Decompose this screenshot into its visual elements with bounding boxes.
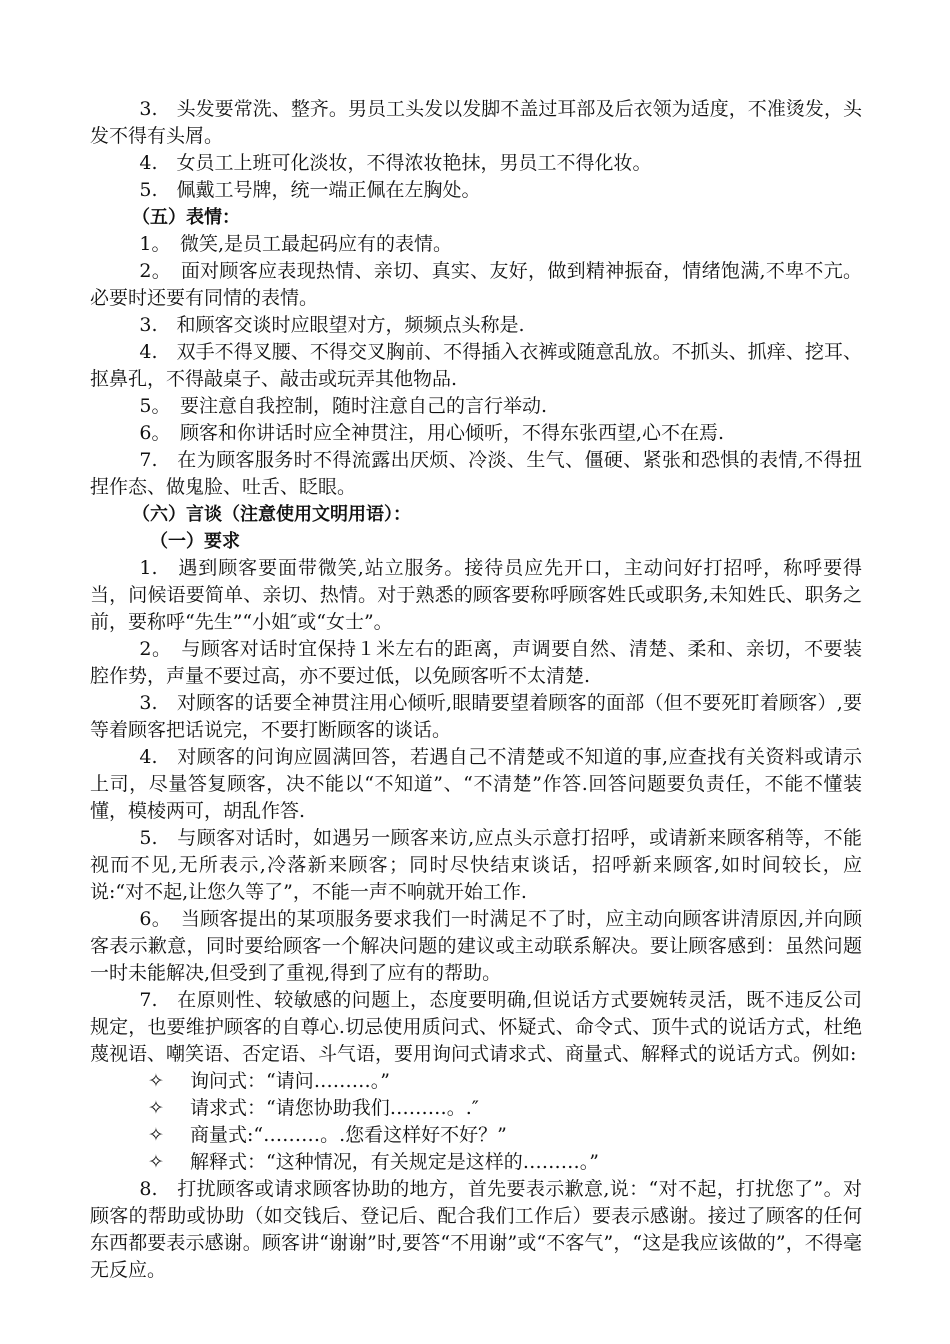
paragraph: 6。 顾客和你讲话时应全神贯注，用心倾听，不得东张西望,心不在焉. — [139, 422, 725, 444]
sparkle-bullet-icon: ✧ — [148, 1097, 164, 1119]
section-heading: （六）言谈（注意使用文明用语）： — [132, 504, 411, 525]
paragraph: 3. 头发要常洗、整齐。男员工头发以发脚不盖过耳部及后衣领为适度，不准烫发，头发不得有头屑。 — [90, 98, 862, 147]
bullet-item — [90, 1149, 862, 1176]
paragraph: 2。 面对顾客应表现热情、亲切、真实、友好，做到精神振奋，情绪饱满,不卑不亢。必要时还要有同情的表情。 — [90, 260, 862, 309]
bullet-item — [90, 1068, 862, 1095]
paragraph: 3. 对顾客的话要全神贯注用心倾听,眼睛要望着顾客的面部（但不要死盯着顾客）,要等着顾客把话说完，不要打断顾客的谈话。 — [90, 692, 862, 741]
paragraph: 5。 要注意自我控制，随时注意自己的言行举动. — [139, 395, 548, 417]
paragraph: 2。 与顾客对话时宜保持１米左右的距离，声调要自然、清楚、柔和、亲切，不要装腔作势，声量不要过高，亦不要过低，以免顾客听不太清楚. — [90, 638, 862, 687]
bullet-item — [90, 1122, 862, 1149]
paragraph: 1。 微笑,是员工最起码应有的表情。 — [139, 233, 453, 255]
sparkle-bullet-icon: ✧ — [148, 1124, 164, 1146]
paragraph: 4. 双手不得叉腰、不得交叉胸前、不得插入衣裤或随意乱放。不抓头、抓痒、挖耳、抠鼻孔，不得敲桌子、敲击或玩弄其他物品. — [90, 341, 862, 390]
bullet-item — [90, 1095, 862, 1122]
paragraph: 8. 打扰顾客或请求顾客协助的地方，首先要表示歉意,说：“对不起，打扰您了”。对顾客的帮助或协助（如交钱后、登记后、配合我们工作后）要表示感谢。接过了顾客的任何东西都要表示感谢。顾客讲“谢谢”时,要答“不用谢”或“不客气”，“这是我应该做的”，不得毫无反应。 — [90, 1178, 862, 1281]
bullet-text: 请求式：“请您协助我们………。.″ — [190, 1097, 479, 1119]
sparkle-bullet-icon: ✧ — [148, 1070, 164, 1092]
subsection-heading: （一）要求 — [150, 531, 240, 552]
sparkle-bullet-icon: ✧ — [148, 1151, 164, 1173]
paragraph: 1. 遇到顾客要面带微笑,站立服务。接待员应先开口，主动问好打招呼，称呼要得当，问候语要简单、亲切、热情。对于熟悉的顾客要称呼顾客姓氏或职务,未知姓氏、职务之前，要称呼“先生”“小姐″或“女士”。 — [90, 557, 862, 633]
paragraph: 7. 在为顾客服务时不得流露出厌烦、冷淡、生气、僵硬、紧张和恐惧的表情,不得扭捏作态、做鬼脸、吐舌、眨眼。 — [90, 449, 862, 498]
paragraph: 3. 和顾客交谈时应眼望对方，频频点头称是. — [139, 314, 525, 336]
paragraph: 7. 在原则性、较敏感的问题上，态度要明确,但说话方式要婉转灵活，既不违反公司规定，也要维护顾客的自尊心.切忌使用质问式、怀疑式、命令式、顶牛式的说话方式，杜绝蔑视语、嘲笑语、否定语、斗气语，要用询问式请求式、商量式、解释式的说话方式。例如: — [90, 989, 862, 1065]
paragraph: 4. 对顾客的问询应圆满回答，若遇自己不清楚或不知道的事,应查找有关资料或请示上司，尽量答复顾客，决不能以“不知道”、“不清楚”作答.回答问题要负责任，不能不懂装懂，模棱两可，胡乱作答. — [90, 746, 862, 822]
bullet-text: 商量式:“………。.您看这样好不好？” — [190, 1124, 507, 1146]
section-heading: （五）表情： — [132, 207, 240, 228]
paragraph: 5. 佩戴工号牌，统一端正佩在左胸处。 — [139, 179, 481, 201]
paragraph: 6。 当顾客提出的某项服务要求我们一时满足不了时，应主动向顾客讲清原因,并向顾客表示歉意，同时要给顾客一个解决问题的建议或主动联系解决。要让顾客感到：虽然问题一时未能解决,但受到了重视,得到了应有的帮助。 — [90, 908, 862, 984]
bullet-text: 询问式：“请问………。” — [190, 1070, 390, 1092]
paragraph: 5. 与顾客对话时，如遇另一顾客来访,应点头示意打招呼，或请新来顾客稍等，不能视而不见,无所表示,冷落新来顾客；同时尽快结束谈话，招呼新来顾客,如时间较长，应说:“对不起,让您久等了”，不能一声不响就开始工作. — [90, 827, 862, 903]
bullet-text: 解释式：“这种情况，有关规定是这样的………。” — [190, 1151, 599, 1173]
paragraph: 4. 女员工上班可化淡妆，不得浓妆艳抹，男员工不得化妆。 — [139, 152, 652, 174]
